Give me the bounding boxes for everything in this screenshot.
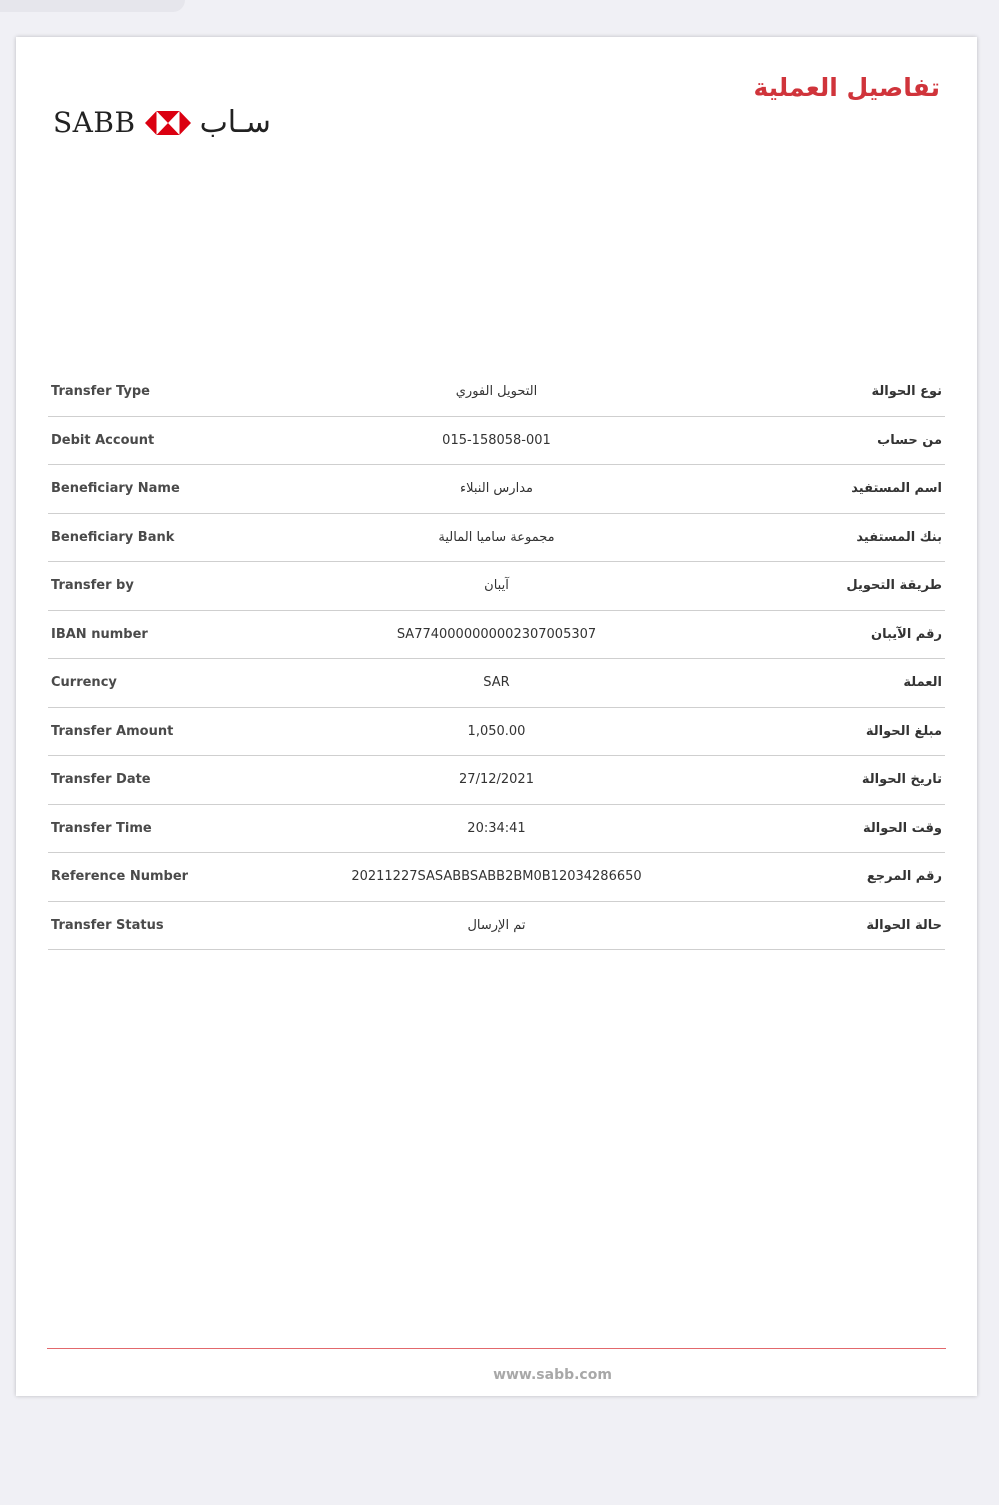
sabb-hexagon-logo-icon xyxy=(145,111,191,135)
row-label-ar: مبلغ الحوالة xyxy=(865,723,942,739)
details-table xyxy=(48,368,945,950)
row-label-ar: وقت الحوالة xyxy=(863,820,942,836)
detail-row xyxy=(48,756,945,805)
row-label-en: Debit Account xyxy=(51,432,155,448)
detail-row xyxy=(48,708,945,757)
detail-row xyxy=(48,417,945,466)
row-value: تم الإرسال xyxy=(467,917,526,933)
row-label-ar: رقم الآيبان xyxy=(870,626,942,642)
row-label-ar: العملة xyxy=(903,675,942,690)
detail-row xyxy=(48,902,945,951)
row-label-en: Beneficiary Name xyxy=(51,481,180,496)
detail-row xyxy=(48,465,945,514)
row-label-ar: حالة الحوالة xyxy=(866,917,942,933)
row-value: 27/12/2021 xyxy=(459,772,534,787)
row-label-en: IBAN number xyxy=(51,626,148,642)
row-label-en: Transfer Status xyxy=(51,917,164,933)
row-label-ar: اسم المستفيد xyxy=(851,481,942,496)
footer-divider xyxy=(47,1348,946,1349)
detail-row xyxy=(48,659,945,708)
row-value: 015-158058-001 xyxy=(442,432,551,448)
detail-row xyxy=(48,611,945,660)
row-value: 1,050.00 xyxy=(467,723,526,739)
row-label-en: Reference Number xyxy=(51,869,189,884)
row-label-ar: طريقة التحويل xyxy=(846,578,942,593)
row-label-ar: رقم المرجع xyxy=(866,869,942,884)
row-label-ar: تاريخ الحوالة xyxy=(861,772,942,787)
detail-row xyxy=(48,562,945,611)
logo-text-en: SABB xyxy=(53,106,136,139)
detail-row xyxy=(48,805,945,854)
row-value: مجموعة ساميا المالية xyxy=(438,529,555,545)
row-value: SAR xyxy=(483,675,510,690)
row-value: التحويل الفوري xyxy=(455,384,538,399)
row-label-en: Currency xyxy=(51,675,117,690)
row-value: 20:34:41 xyxy=(467,820,526,836)
row-label-ar: من حساب xyxy=(877,432,942,448)
detail-row xyxy=(48,853,945,902)
row-label-en: Beneficiary Bank xyxy=(51,529,175,545)
row-value: آيبان xyxy=(484,578,509,593)
row-value: مدارس النبلاء xyxy=(460,481,533,496)
detail-row xyxy=(48,368,945,417)
row-value: 20211227SASABBSABB2BM0B12034286650 xyxy=(351,869,642,884)
row-label-en: Transfer Type xyxy=(51,384,150,399)
row-label-en: Transfer Amount xyxy=(51,723,174,739)
logo-text-ar: سـاب xyxy=(199,105,271,140)
row-label-ar: بنك المستفيد xyxy=(856,529,942,545)
row-label-ar: نوع الحوالة xyxy=(871,384,942,399)
row-label-en: Transfer Date xyxy=(51,772,151,787)
row-value: SA7740000000002307005307 xyxy=(396,626,597,642)
row-label-en: Transfer by xyxy=(51,578,134,593)
footer-website-link[interactable]: www.sabb.com xyxy=(493,1367,612,1383)
row-label-en: Transfer Time xyxy=(51,820,152,836)
page-title: تفاصيل العملية xyxy=(753,73,940,102)
transaction-details-page xyxy=(16,37,977,1396)
detail-row xyxy=(48,514,945,563)
bank-logo xyxy=(53,103,271,143)
background-shade xyxy=(0,0,185,12)
